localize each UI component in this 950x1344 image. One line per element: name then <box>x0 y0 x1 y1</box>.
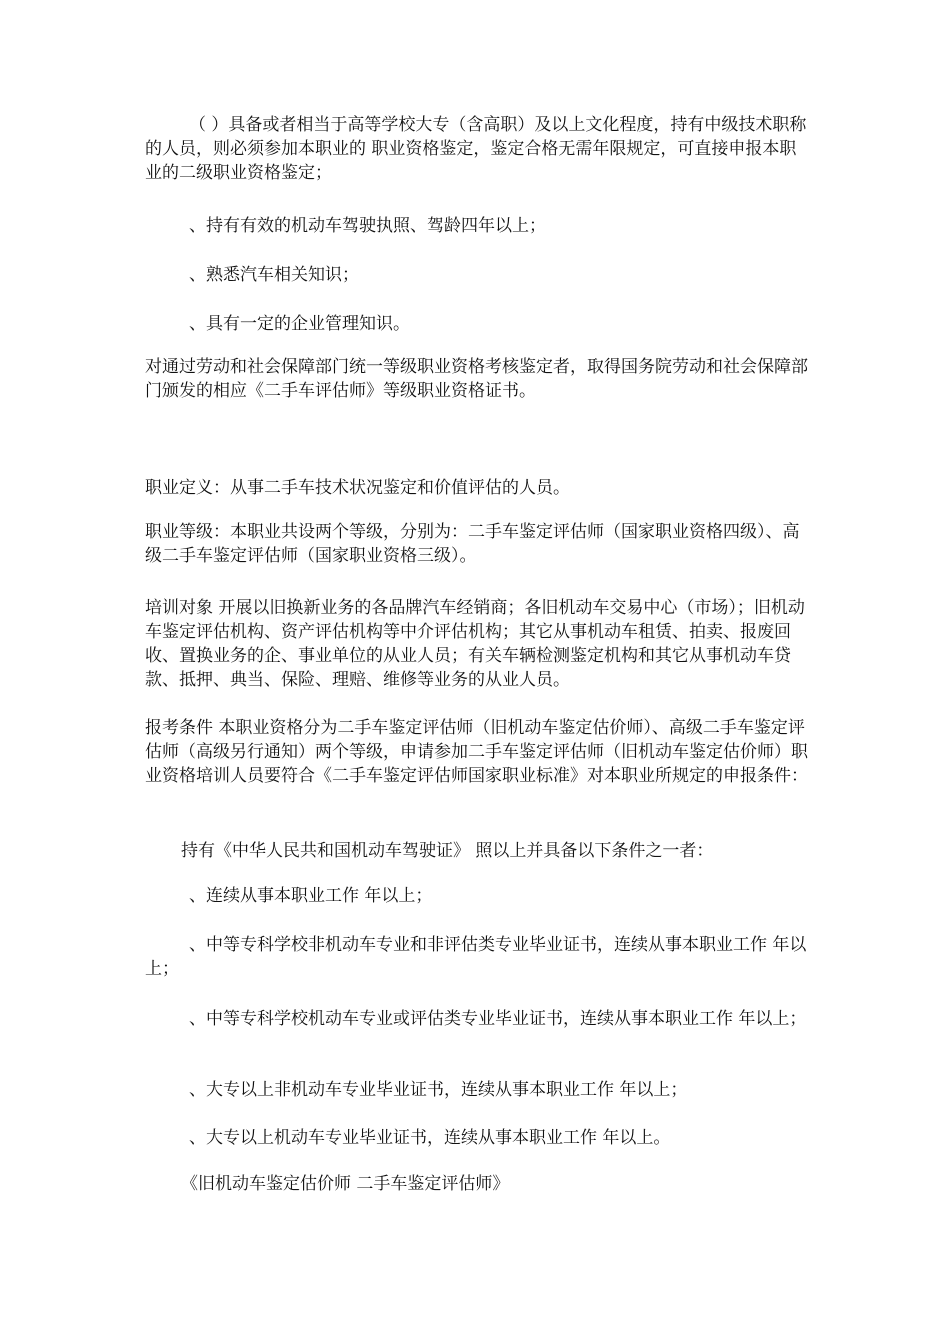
paragraph-management-knowledge: 、具有一定的企业管理知识。 <box>189 314 410 334</box>
paragraph-condition-3: 、中等专科学校机动车专业或评估类专业毕业证书，连续从事本职业工作 年以上； <box>189 1009 807 1029</box>
paragraph-condition-4: 、大专以上非机动车专业毕业证书，连续从事本职业工作 年以上； <box>189 1080 688 1100</box>
paragraph-auto-knowledge: 、熟悉汽车相关知识； <box>189 265 359 285</box>
paragraph-definition: 职业定义：从事二手车技术状况鉴定和价值评估的人员。 <box>145 478 570 498</box>
paragraph-levels: 职业等级：本职业共设两个等级，分别为：二手车鉴定评估师（国家职业资格四级）、高级二手车鉴定评估师（国家职业资格三级）。 <box>145 522 800 566</box>
paragraph-condition-1: 、连续从事本职业工作 年以上； <box>189 886 433 906</box>
paragraph-driving-license: 、持有有效的机动车驾驶执照、驾龄四年以上； <box>189 216 546 236</box>
paragraph-condition-5: 、大专以上机动车专业毕业证书，连续从事本职业工作 年以上。 <box>189 1128 671 1148</box>
paragraph-license-holder: 持有《中华人民共和国机动车驾驶证》 照以上并具备以下条件之一者： <box>181 841 714 861</box>
paragraph-exam-conditions: 报考条件 本职业资格分为二手车鉴定评估师（旧机动车鉴定估价师）、高级二手车鉴定评估师（高级另行通知）两个等级，申请参加二手车鉴定评估师（旧机动车鉴定估价师）职业资格培训人员要符合《二手车鉴定评估师国家职业标准》对本职业所规定的申报条件： <box>145 718 808 786</box>
paragraph-condition-2: 、中等专科学校非机动车专业和非评估类专业毕业证书，连续从事本职业工作 年以上； <box>145 935 807 979</box>
paragraph-education-requirement: （ ）具备或者相当于高等学校大专（含高职）及以上文化程度，持有中级技术职称的人员，则必须参加本职业的 职业资格鉴定，鉴定合格无需年限规定，可直接申报本职业的二级职业资格鉴定； <box>145 115 807 183</box>
paragraph-training-targets: 培训对象 开展以旧换新业务的各品牌汽车经销商；各旧机动车交易中心（市场）；旧机动车鉴定评估机构、资产评估机构等中介评估机构；其它从事机动车租赁、拍卖、报废回收、置换业务的企、事业单位的从业人员；有关车辆检测鉴定机构和其它从事机动车贷款、抵押、典当、保险、理赔、维修等业务的从业人员。 <box>145 598 805 690</box>
paragraph-certificate: 对通过劳动和社会保障部门统一等级职业资格考核鉴定者，取得国务院劳动和社会保障部门颁发的相应《二手车评估师》等级职业资格证书。 <box>145 357 808 401</box>
paragraph-footer-title: 《旧机动车鉴定估价师 二手车鉴定评估师》 <box>181 1174 510 1194</box>
